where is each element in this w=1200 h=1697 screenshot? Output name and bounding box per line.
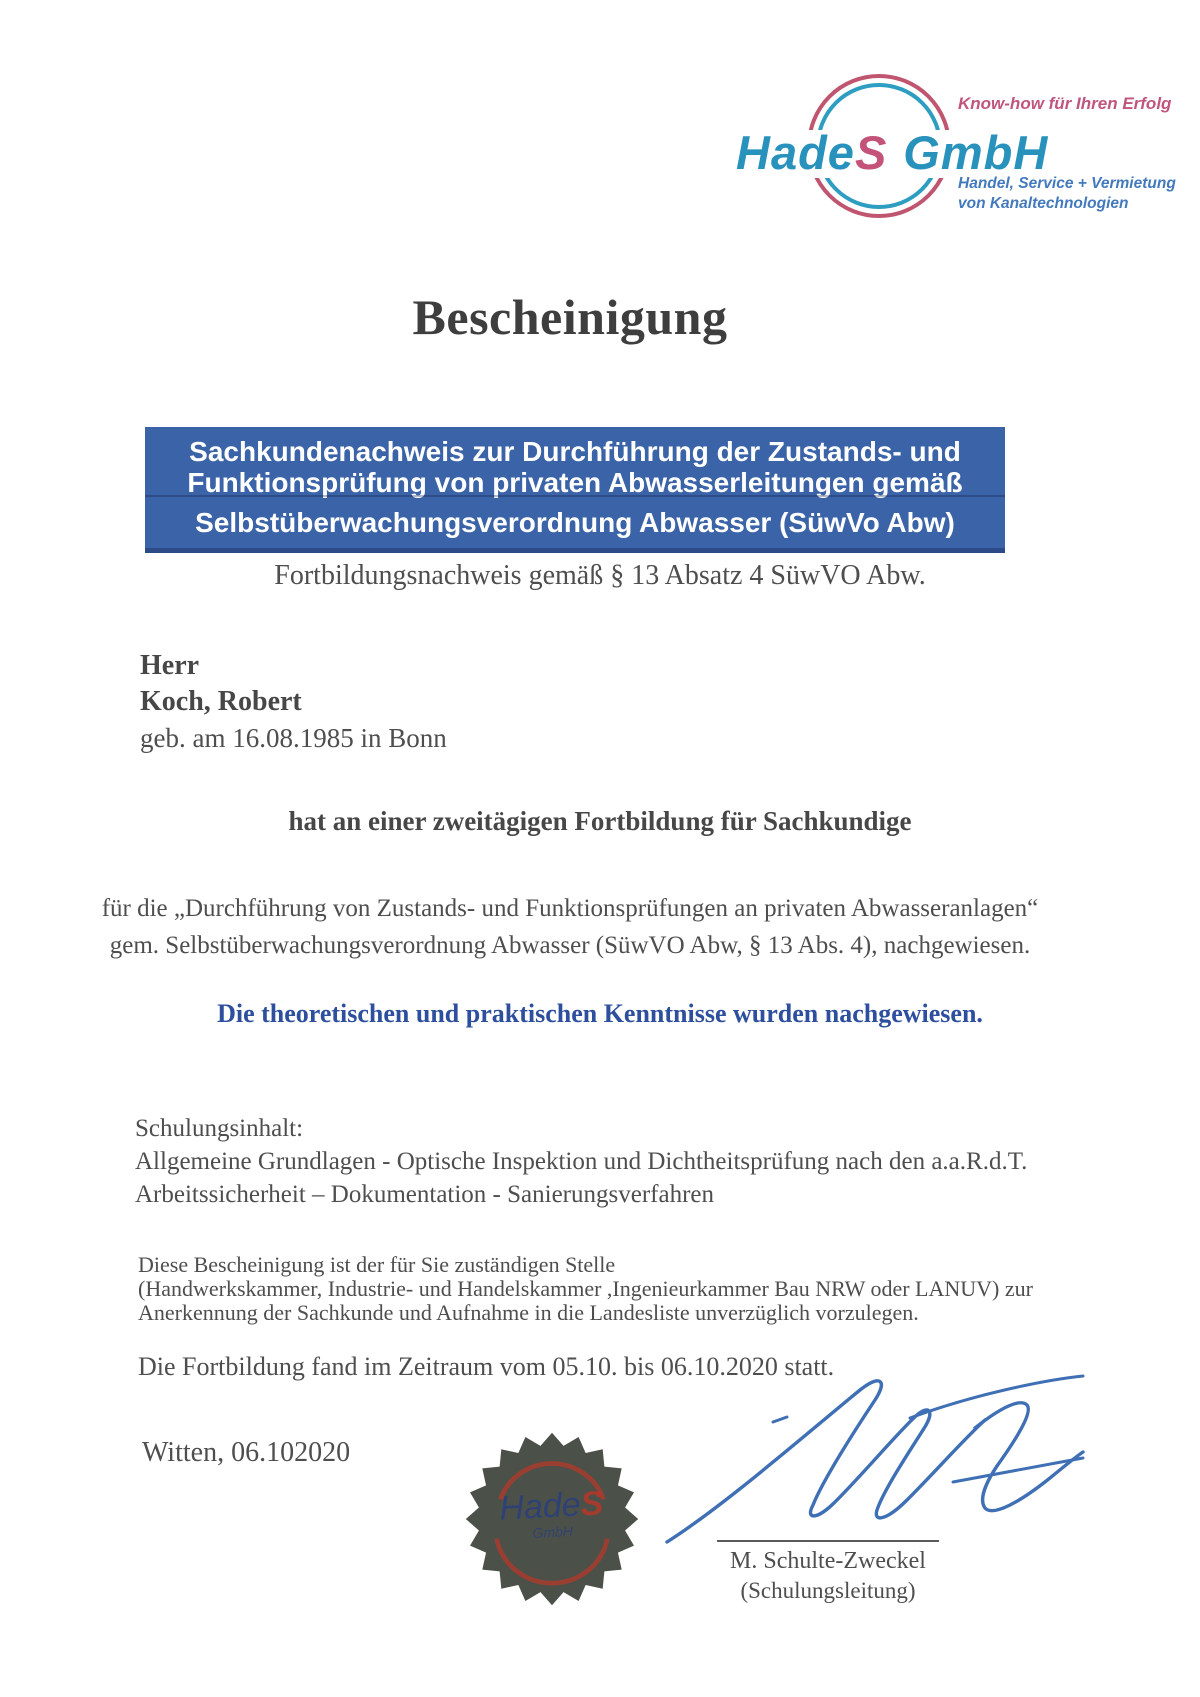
logo-wordmark <box>736 125 1048 180</box>
notice-line-2: (Handwerkskammer, Industrie- und Handelskammer ,Ingenieurkammer Bau NRW oder LANUV) zur <box>138 1276 1033 1301</box>
seal-text-gmbh: GmbH <box>532 1522 574 1542</box>
logo-text-s: S <box>854 126 888 179</box>
seal-text <box>462 1484 642 1549</box>
recipient-salutation: Herr <box>140 650 200 681</box>
recipient-birth: geb. am 16.08.1985 in Bonn <box>140 723 447 753</box>
logo-tagline-line2: von Kanaltechnologien <box>958 195 1129 212</box>
logo-text-gmbh: GmbH <box>903 126 1049 179</box>
logo-tagline-line1: Handel, Service + Vermietung <box>958 175 1176 192</box>
recipient-name: Koch, Robert <box>140 686 302 717</box>
logo-tagline-top: Know-how für Ihren Erfolg <box>958 94 1172 113</box>
banner-line-2: Funktionsprüfung von privaten Abwasserleitungen gemäß <box>187 467 963 498</box>
signatory-name: M. Schulte-Zweckel <box>730 1548 926 1574</box>
course-statement-line-2: gem. Selbstüberwachungsverordnung Abwasser (SüwVO Abw, § 13 Abs. 4), nachgewiesen. <box>109 932 1031 959</box>
banner-seam-line <box>145 495 1005 497</box>
recipient-block <box>140 648 447 756</box>
logo-text-hade: Hade <box>736 126 855 179</box>
subtitle: Fortbildungsnachweis gemäß § 13 Absatz 4 SüwVO Abw. <box>274 560 926 591</box>
training-label: Schulungsinhalt: <box>135 1115 304 1142</box>
signatory-role: (Schulungsleitung) <box>740 1578 916 1603</box>
banner-line-3: Selbstüberwachungsverordnung Abwasser (SüwVo Abw) <box>195 507 955 538</box>
page-title: Bescheinigung <box>412 289 728 345</box>
course-headline: hat an einer zweitägigen Fortbildung für Sachkundige <box>288 806 912 836</box>
notice-line-3: Anerkennung der Sachkunde und Aufnahme in die Landesliste unverzüglich vorzulegen. <box>138 1300 919 1325</box>
notice-line-1: Diese Bescheinigung ist der für Sie zuständigen Stelle <box>138 1252 616 1277</box>
submission-notice <box>138 1253 1033 1325</box>
training-line-2: Arbeitssicherheit – Dokumentation - Sanierungsverfahren <box>135 1181 714 1208</box>
confirmation-note: Die theoretischen und praktischen Kenntnisse wurden nachgewiesen. <box>217 999 983 1028</box>
seal-text-s: S <box>579 1484 605 1524</box>
place-date: Witten, 06.102020 <box>142 1437 351 1468</box>
subject-banner <box>145 427 1005 553</box>
course-statement-line-1: für die „Durchführung von Zustands- und Funktionsprüfungen an privaten Abwasseranlagen“ <box>101 895 1039 922</box>
seal-text-hade: Hade <box>498 1485 582 1528</box>
banner-line-1: Sachkundenachweis zur Durchführung der Zustands- und <box>189 436 961 467</box>
logo-tagline-bottom <box>958 174 1176 214</box>
signature-line <box>717 1540 939 1542</box>
signature-scribble-icon <box>655 1320 1085 1555</box>
training-period: Die Fortbildung fand im Zeitraum vom 05.10. bis 06.10.2020 statt. <box>138 1352 835 1381</box>
course-statement <box>0 890 1140 964</box>
training-content <box>135 1112 1027 1211</box>
training-line-1: Allgemeine Grundlagen - Optische Inspektion und Dichtheitsprüfung nach den a.a.R.d.T. <box>135 1148 1028 1175</box>
